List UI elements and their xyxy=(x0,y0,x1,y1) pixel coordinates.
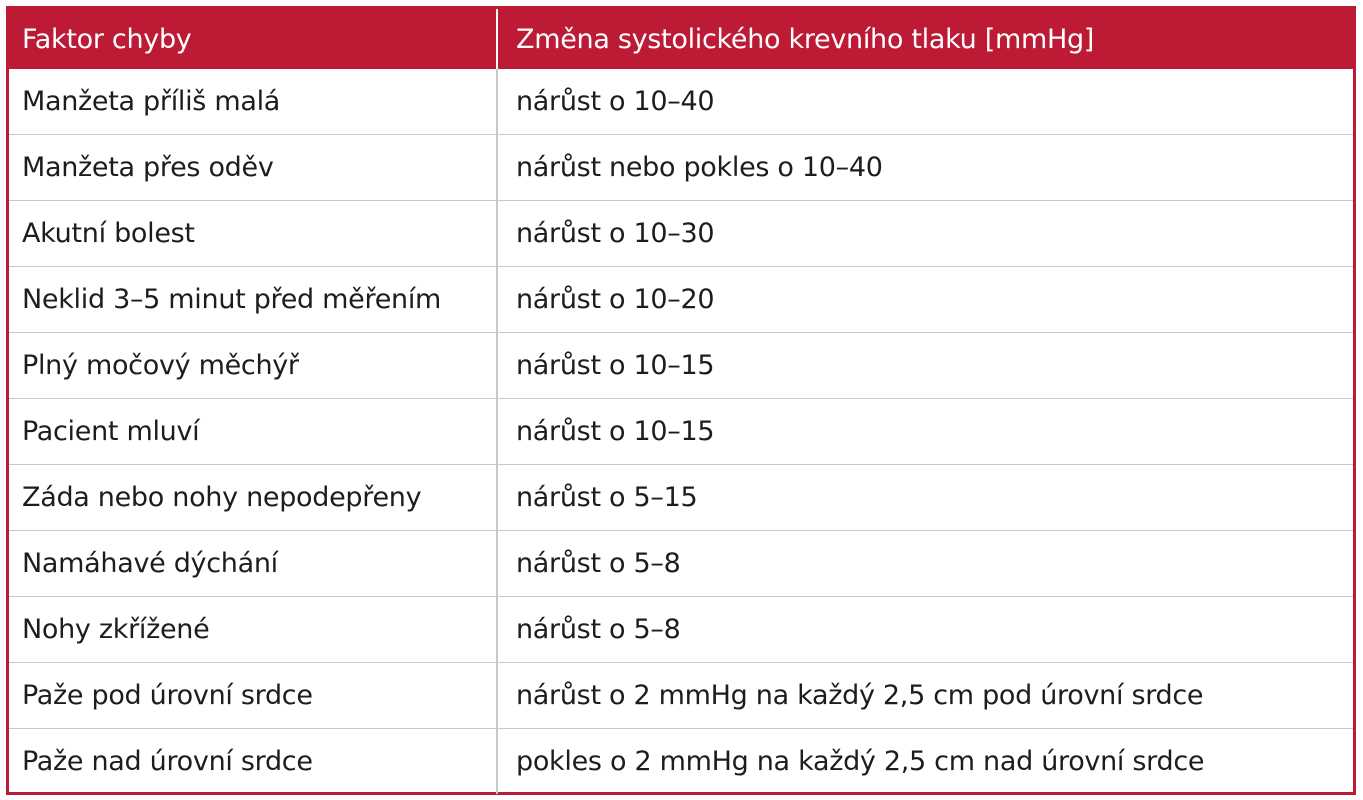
factor-cell: Neklid 3–5 minut před měřením xyxy=(9,267,497,333)
table-body xyxy=(9,69,1353,794)
table-row xyxy=(9,201,1353,267)
table-row xyxy=(9,333,1353,399)
factor-cell: Nohy zkřížené xyxy=(9,597,497,663)
change-cell: nárůst o 5–15 xyxy=(497,465,1353,531)
change-cell: nárůst o 10–40 xyxy=(497,69,1353,135)
table-row xyxy=(9,531,1353,597)
factor-cell: Plný močový měchýř xyxy=(9,333,497,399)
table-row xyxy=(9,399,1353,465)
header-row xyxy=(9,9,1353,69)
column-header-factor: Faktor chyby xyxy=(9,9,497,69)
change-cell: nárůst o 5–8 xyxy=(497,531,1353,597)
change-cell: nárůst o 5–8 xyxy=(497,597,1353,663)
table-row xyxy=(9,135,1353,201)
change-cell: nárůst o 10–20 xyxy=(497,267,1353,333)
table-row xyxy=(9,465,1353,531)
table-row xyxy=(9,597,1353,663)
table-row xyxy=(9,729,1353,795)
factor-cell: Manžeta příliš malá xyxy=(22,86,281,117)
table-frame xyxy=(6,6,1356,795)
table-header xyxy=(9,9,1353,69)
factor-cell: Manžeta přes oděv xyxy=(9,135,497,201)
factor-cell: Pacient mluví xyxy=(9,399,497,465)
change-cell: pokles o 2 mmHg na každý 2,5 cm nad úrovní srdce xyxy=(497,729,1353,795)
factor-cell: Paže nad úrovní srdce xyxy=(9,729,497,795)
table-row xyxy=(9,663,1353,729)
change-cell: nárůst o 2 mmHg na každý 2,5 cm pod úrovní srdce xyxy=(497,663,1353,729)
error-factors-table xyxy=(9,9,1353,794)
change-cell: nárůst o 10–30 xyxy=(497,201,1353,267)
factor-cell: Paže pod úrovní srdce xyxy=(9,663,497,729)
factor-cell: Záda nebo nohy nepodepřeny xyxy=(9,465,497,531)
table-row xyxy=(9,69,1353,135)
factor-cell: Namáhavé dýchání xyxy=(9,531,497,597)
column-header-change: Změna systolického krevního tlaku [mmHg] xyxy=(497,9,1353,69)
change-cell: nárůst o 10–15 xyxy=(497,333,1353,399)
change-cell: nárůst o 10–15 xyxy=(497,399,1353,465)
factor-cell: Akutní bolest xyxy=(9,201,497,267)
change-cell: nárůst nebo pokles o 10–40 xyxy=(497,135,1353,201)
table-row xyxy=(9,267,1353,333)
